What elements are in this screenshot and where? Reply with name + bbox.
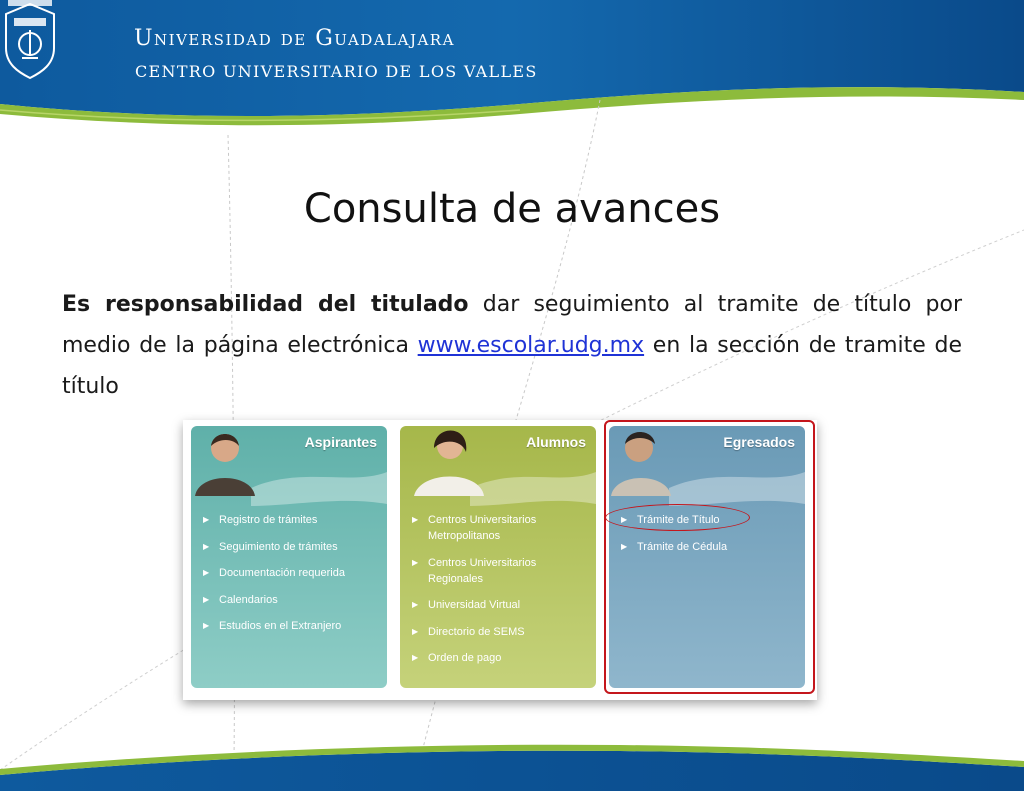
university-name: Universidad de Guadalajara [134,26,455,51]
menu-item-label: Orden de pago [428,652,502,664]
menu-item-label: Directorio de SEMS [428,625,525,638]
triangle-right-icon: ▶ [412,557,419,567]
menu-item[interactable] [410,624,590,640]
triangle-right-icon: ▶ [203,621,210,630]
body-bold-text: Es responsabilidad del titulado [62,292,469,317]
footer-band [0,735,1024,791]
menu-item-label: Centros Universitarios Regionales [428,556,537,585]
campus-name: CENTRO UNIVERSITARIO DE LOS VALLES [135,62,538,81]
body-text-2: en la sección de tramite de título [62,333,962,399]
panel-title-alumnos: Alumnos [526,434,586,450]
menu-item[interactable] [201,565,381,581]
menu-item[interactable] [201,618,381,634]
triangle-right-icon: ▶ [203,515,210,524]
triangle-right-icon: ▶ [412,626,419,636]
menu-item[interactable] [410,555,590,587]
panel-title-aspirantes: Aspirantes [304,434,377,450]
triangle-right-icon: ▶ [412,653,419,662]
body-paragraph [62,284,962,407]
menu-item-label: Universidad Virtual [428,599,521,611]
menu-item[interactable] [201,592,381,608]
body-text-1: dar seguimiento al tramite de título por medio de la página electrónica [62,292,962,358]
menu-item[interactable] [201,539,381,555]
triangle-right-icon: ▶ [203,594,210,604]
slide-title: Consulta de avances [303,186,721,232]
triangle-right-icon: ▶ [412,515,419,524]
aspirantes-menu [201,512,381,645]
tramite-titulo-highlight-oval [605,504,750,531]
menu-item[interactable] [410,597,590,613]
escolar-link[interactable]: www.escolar.udg.mx [417,333,645,358]
menu-item-label: Centros Universitarios Metropolitanos [428,514,537,542]
egresados-highlight-box [604,420,815,694]
triangle-right-icon: ▶ [412,600,419,609]
menu-item-label: Trámite de Cédula [637,540,728,553]
panel-alumnos [400,426,596,688]
triangle-right-icon: ▶ [621,541,628,551]
menu-item-label: Registro de trámites [219,514,318,526]
menu-item-label: Seguimiento de trámites [219,540,338,553]
menu-item-label: Documentación requerida [219,567,345,579]
triangle-right-icon: ▶ [203,568,210,577]
panel-aspirantes [191,426,387,688]
panel-title-egresados: Egresados [723,434,795,450]
triangle-right-icon: ▶ [621,515,628,524]
menu-item-label: Trámite de Título [637,514,720,526]
menu-item[interactable] [201,512,381,528]
portal-screenshot [183,420,817,700]
menu-item[interactable] [410,512,590,544]
menu-item-label: Calendarios [219,593,278,606]
triangle-right-icon: ▶ [203,541,210,551]
alumnos-menu [410,512,590,677]
menu-item-label: Estudios en el Extranjero [219,620,342,632]
menu-item[interactable] [410,650,590,666]
